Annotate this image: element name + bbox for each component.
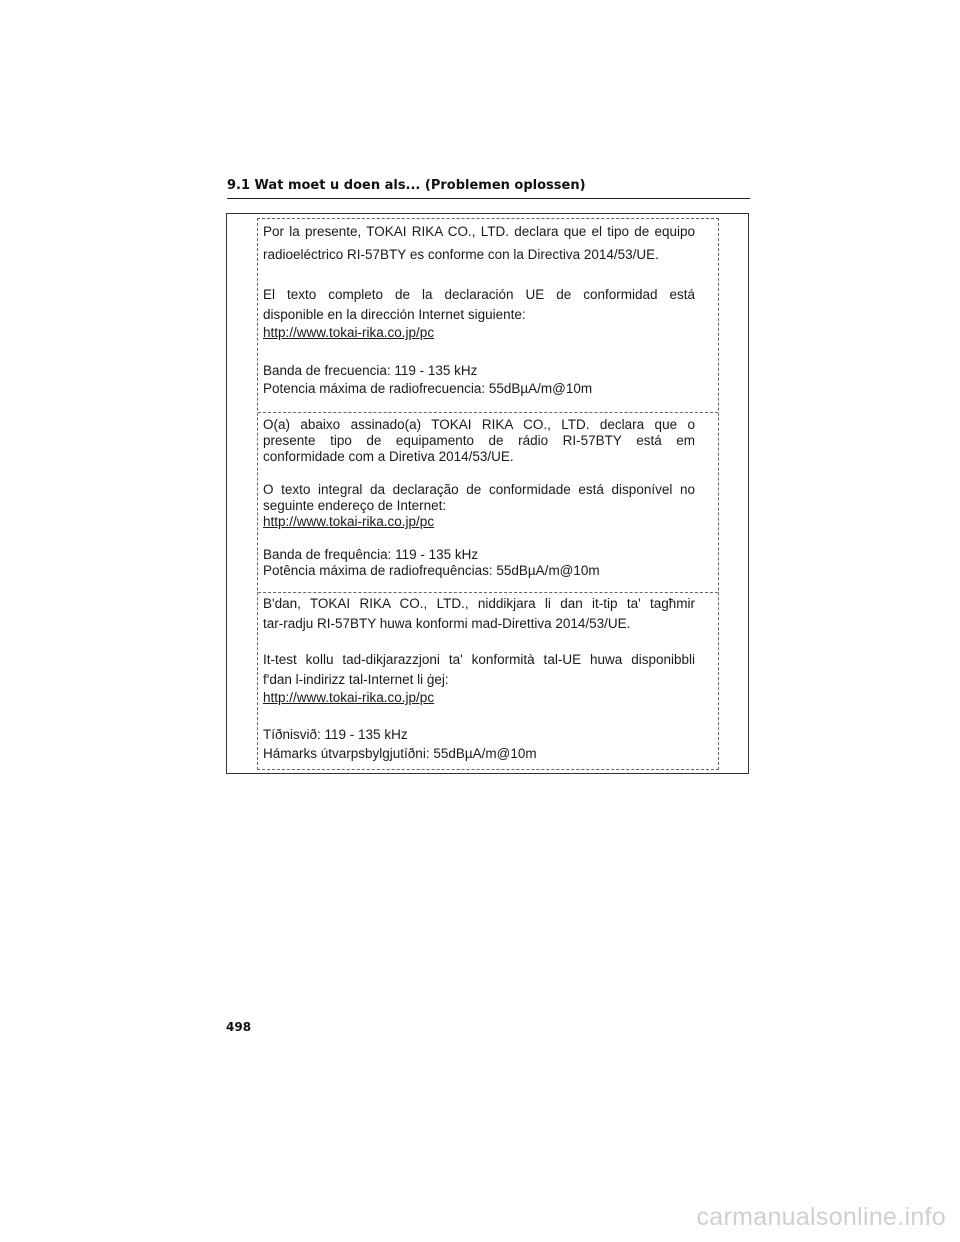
section-divider [258,412,718,413]
availability-line: f'dan l-indirizz tal-Internet li ġej: [263,672,449,687]
frequency-band: Tíðnisvið: 119 - 135 kHz [263,727,408,742]
max-power: Potência máxima de radiofrequências: 55dBµA/m@10m [263,563,600,578]
availability-line: El texto completo de la declaración UE de conformidad está [263,287,695,302]
watermark: carmanualsonline.info [696,1203,946,1231]
max-power: Potencia máxima de radiofrecuencia: 55dBµA/m@10m [263,381,593,396]
availability-line: disponible en la dirección Internet siguiente: [263,307,526,322]
page-number: 498 [226,1020,252,1034]
declaration-link[interactable]: http://www.tokai-rika.co.jp/pc [263,514,435,529]
section-divider [258,592,718,593]
page-header [227,176,750,199]
frequency-band: Banda de frecuencia: 119 - 135 kHz [263,363,478,378]
section-title: 9.1 Wat moet u doen als... (Problemen oplossen) [227,178,586,193]
declaration-line: conformidade com a Diretiva 2014/53/UE. [263,449,514,464]
declaration-line: B'dan, TOKAI RIKA CO., LTD., niddikjara li dan it-tip ta' tagħmir [263,596,695,611]
declaration-box [257,218,719,770]
declaration-link[interactable]: http://www.tokai-rika.co.jp/pc [263,325,435,340]
availability-line: seguinte endereço de Internet: [263,498,447,513]
availability-line: O texto integral da declaração de conformidade está disponível no [263,482,695,497]
declaration-line: O(a) abaixo assinado(a) TOKAI RIKA CO., LTD. declara que o [263,417,695,432]
declaration-line: Por la presente, TOKAI RIKA CO., LTD. declara que el tipo de equipo [263,224,695,239]
declaration-line: tar-radju RI-57BTY huwa konformi mad-Direttiva 2014/53/UE. [263,616,631,631]
availability-line: It-test kollu tad-dikjarazzjoni ta' konformità tal-UE huwa disponibbli [263,652,695,667]
declaration-link[interactable]: http://www.tokai-rika.co.jp/pc [263,690,435,705]
frequency-band: Banda de frequência: 119 - 135 kHz [263,547,479,562]
declaration-line: presente tipo de equipamento de rádio RI-57BTY está em [263,433,695,448]
declaration-line: radioeléctrico RI-57BTY es conforme con la Directiva 2014/53/UE. [263,247,659,262]
max-power: Hámarks útvarpsbylgjutíðni: 55dBµA/m@10m [263,746,537,761]
